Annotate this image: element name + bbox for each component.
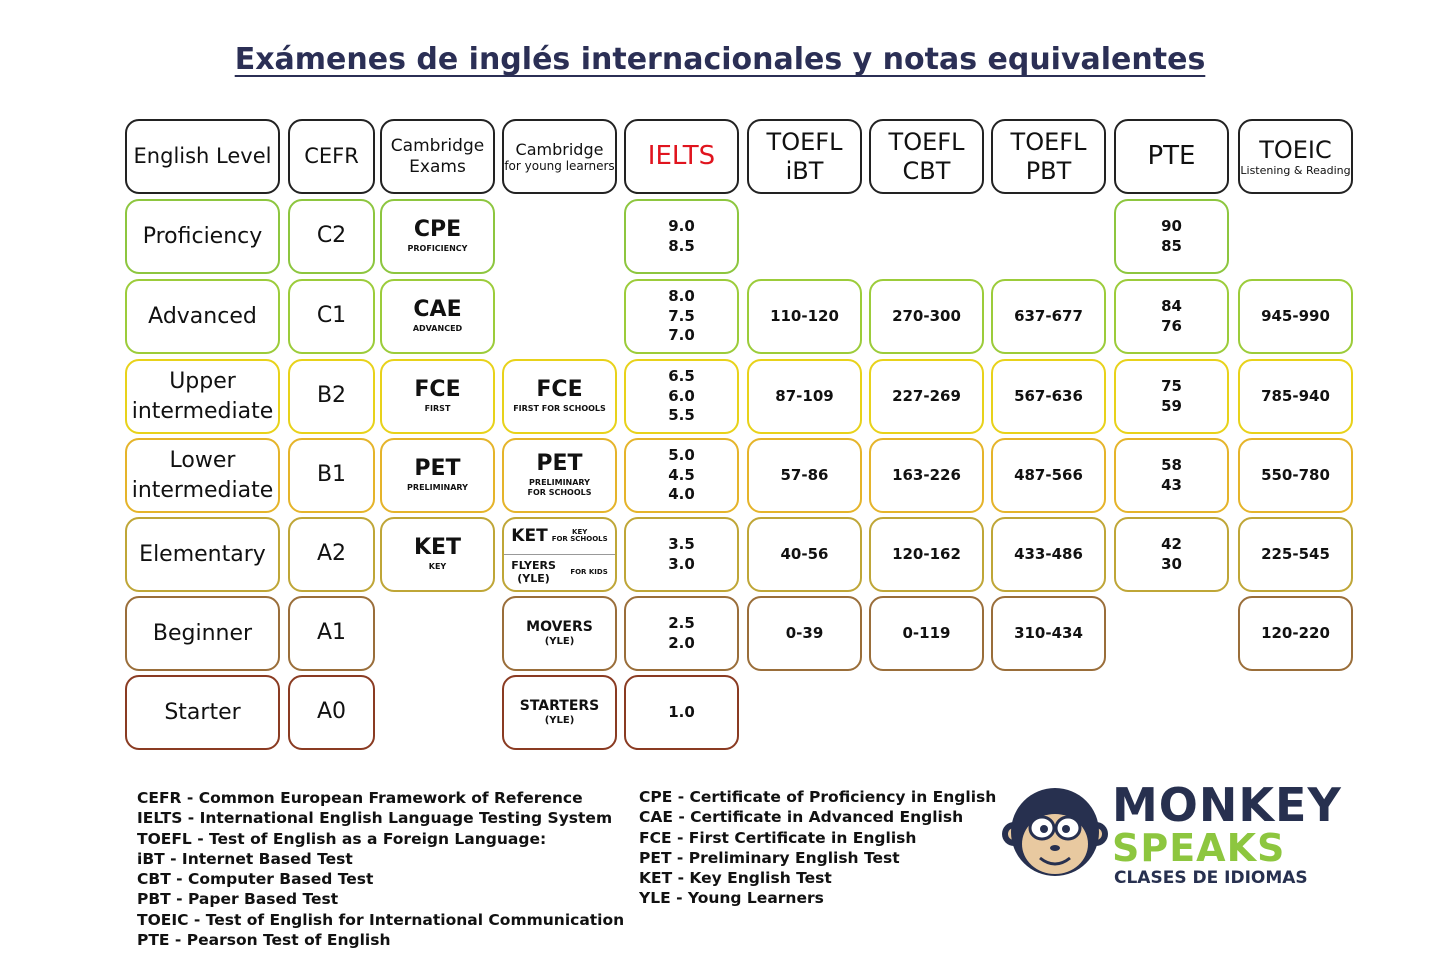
young-flyers bbox=[504, 555, 615, 591]
ielts-b2 bbox=[624, 359, 739, 434]
level-label: Beginner bbox=[152, 620, 253, 646]
toeic-c1 bbox=[1238, 279, 1353, 354]
score: 945-990 bbox=[1261, 306, 1330, 325]
legend-item: TOEIC - Test of English for International Communication bbox=[137, 910, 625, 929]
young-ket-schools bbox=[504, 519, 615, 555]
toefl-cbt-a1 bbox=[869, 596, 984, 671]
legend-right bbox=[639, 787, 996, 909]
exam-sublabel: PRELIMINARY bbox=[407, 483, 468, 493]
score: 163-226 bbox=[892, 465, 961, 484]
score: 6.5 bbox=[668, 367, 695, 386]
cefr-a1 bbox=[288, 596, 375, 671]
exam-label-line: FLYERS bbox=[511, 559, 556, 573]
legend-item: KET - Key English Test bbox=[639, 869, 832, 888]
score: 550-780 bbox=[1261, 465, 1330, 484]
exam-label bbox=[511, 559, 556, 585]
cefr-b2 bbox=[288, 359, 375, 434]
young-fce-schools bbox=[502, 359, 617, 434]
toefl-pbt-a2 bbox=[991, 517, 1106, 592]
score: 487-566 bbox=[1014, 465, 1083, 484]
score: 310-434 bbox=[1014, 623, 1083, 642]
exam-sublabel: FIRST FOR SCHOOLS bbox=[513, 404, 606, 414]
header-label: Cambridge bbox=[515, 139, 604, 159]
header-label: PTE bbox=[1147, 140, 1196, 171]
toefl-ibt-c1 bbox=[747, 279, 862, 354]
score: 0-39 bbox=[785, 623, 824, 642]
exam-label: CPE bbox=[413, 217, 462, 243]
score: 40-56 bbox=[780, 544, 829, 563]
cefr-label: C2 bbox=[316, 223, 347, 249]
ielts-c1 bbox=[624, 279, 739, 354]
score: 637-677 bbox=[1014, 306, 1083, 325]
toefl-ibt-a1 bbox=[747, 596, 862, 671]
score: 433-486 bbox=[1014, 544, 1083, 563]
header-english-level bbox=[125, 119, 280, 194]
header-pte bbox=[1114, 119, 1229, 194]
header-label: CBT bbox=[902, 156, 951, 185]
score: 84 bbox=[1161, 297, 1182, 315]
score: 2.5 bbox=[668, 614, 695, 632]
legend-item: YLE - Young Learners bbox=[639, 889, 824, 908]
header-label: TOEIC bbox=[1259, 135, 1332, 164]
legend-item: IELTS - International English Language Testing System bbox=[137, 809, 613, 828]
toefl-pbt-c1 bbox=[991, 279, 1106, 354]
header-label: Listening & Reading bbox=[1240, 164, 1351, 178]
exam-sublabel: (YLE) bbox=[544, 714, 575, 726]
level-label: intermediate bbox=[131, 398, 274, 424]
legend-item: CBT - Computer Based Test bbox=[137, 870, 374, 889]
level-elementary bbox=[125, 517, 280, 592]
legend-item: CPE - Certificate of Proficiency in English bbox=[639, 788, 997, 806]
level-label: Upper bbox=[169, 368, 236, 394]
exam-label: CAE bbox=[413, 297, 462, 323]
exam-label: KET bbox=[413, 535, 462, 561]
score: 567-636 bbox=[1014, 386, 1083, 405]
toefl-pbt-b2 bbox=[991, 359, 1106, 434]
score: 7.5 bbox=[668, 306, 695, 325]
score: 8.5 bbox=[668, 236, 695, 255]
exam-label: FCE bbox=[536, 377, 583, 403]
toeic-a1 bbox=[1238, 596, 1353, 671]
legend-left bbox=[137, 788, 624, 950]
score: 6.0 bbox=[668, 386, 695, 405]
legend-item: CEFR - Common European Framework of Reference bbox=[137, 789, 583, 807]
level-label: Proficiency bbox=[142, 223, 263, 249]
score: 225-545 bbox=[1261, 544, 1330, 563]
cefr-c2 bbox=[288, 199, 375, 274]
score: 5.5 bbox=[668, 406, 695, 425]
header-ielts bbox=[624, 119, 739, 194]
score: 120-162 bbox=[892, 544, 961, 563]
score: 785-940 bbox=[1261, 386, 1330, 405]
legend-item: FCE - First Certificate in English bbox=[639, 828, 917, 847]
young-starters bbox=[502, 675, 617, 750]
exam-label: KET bbox=[511, 525, 548, 546]
toefl-ibt-b2 bbox=[747, 359, 862, 434]
exam-label-line: (YLE) bbox=[517, 572, 550, 586]
toefl-cbt-a2 bbox=[869, 517, 984, 592]
legend-item: PET - Preliminary English Test bbox=[639, 848, 900, 867]
exam-sublabel: ADVANCED bbox=[412, 324, 463, 334]
level-lower-intermediate bbox=[125, 438, 280, 513]
toefl-cbt-b1 bbox=[869, 438, 984, 513]
level-label: Starter bbox=[164, 699, 241, 725]
score: 227-269 bbox=[892, 386, 961, 405]
cefr-b1 bbox=[288, 438, 375, 513]
exam-label: PET bbox=[414, 456, 461, 482]
cefr-label: B2 bbox=[316, 383, 347, 409]
header-label: Cambridge bbox=[390, 136, 485, 157]
pte-b2 bbox=[1114, 359, 1229, 434]
brand-tagline: CLASES DE IDIOMAS bbox=[1114, 868, 1308, 888]
exam-sublabel: FOR KIDS bbox=[570, 568, 608, 577]
level-advanced bbox=[125, 279, 280, 354]
exam-sublabel: (YLE) bbox=[544, 635, 575, 647]
score: 270-300 bbox=[892, 306, 961, 325]
exam-fce bbox=[380, 359, 495, 434]
score: 0-119 bbox=[902, 623, 951, 642]
toefl-cbt-b2 bbox=[869, 359, 984, 434]
cefr-c1 bbox=[288, 279, 375, 354]
header-toeic bbox=[1238, 119, 1353, 194]
score: 2.0 bbox=[668, 633, 695, 652]
level-label: Advanced bbox=[148, 303, 257, 329]
exam-label: FCE bbox=[414, 377, 461, 403]
pte-c2 bbox=[1114, 199, 1229, 274]
cefr-label: A1 bbox=[316, 620, 347, 646]
exam-label: MOVERS bbox=[526, 619, 593, 636]
monkey-icon bbox=[1000, 772, 1110, 892]
score: 85 bbox=[1161, 236, 1182, 255]
score: 1.0 bbox=[668, 702, 695, 721]
toefl-ibt-a2 bbox=[747, 517, 862, 592]
exam-sublabel-line: FOR SCHOOLS bbox=[551, 535, 608, 544]
brand-name-accent: SPEAKS bbox=[1112, 826, 1286, 870]
level-upper-intermediate bbox=[125, 359, 280, 434]
legend-item: TOEFL - Test of English as a Foreign Language: bbox=[137, 829, 547, 848]
header-label: CEFR bbox=[304, 143, 359, 168]
cefr-label: A2 bbox=[316, 541, 347, 567]
score: 7.0 bbox=[668, 326, 695, 345]
exam-ket bbox=[380, 517, 495, 592]
score: 9.0 bbox=[668, 217, 695, 235]
header-toefl-cbt bbox=[869, 119, 984, 194]
brand-name: MONKEY bbox=[1112, 778, 1342, 832]
toeic-a2 bbox=[1238, 517, 1353, 592]
exam-sublabel: KEY bbox=[428, 562, 447, 572]
score: 5.0 bbox=[668, 446, 695, 465]
toefl-ibt-b1 bbox=[747, 438, 862, 513]
exam-sublabel: FIRST bbox=[424, 404, 451, 414]
level-label: Elementary bbox=[139, 541, 266, 567]
header-cefr bbox=[288, 119, 375, 194]
legend-item: PTE - Pearson Test of English bbox=[137, 931, 391, 950]
score: 30 bbox=[1161, 554, 1182, 573]
ielts-a2 bbox=[624, 517, 739, 592]
header-label: IELTS bbox=[647, 140, 716, 171]
ielts-c2 bbox=[624, 199, 739, 274]
cefr-label: B1 bbox=[316, 462, 347, 488]
cefr-label: C1 bbox=[316, 303, 347, 329]
young-ket-flyers bbox=[502, 517, 617, 592]
header-cambridge-exams bbox=[380, 119, 495, 194]
young-movers bbox=[502, 596, 617, 671]
exam-label: STARTERS bbox=[519, 698, 600, 715]
score: 3.0 bbox=[668, 554, 695, 573]
exam-sublabel: PRELIMINARY bbox=[529, 478, 590, 488]
exam-sublabel: PROFICIENCY bbox=[407, 244, 468, 254]
header-label: TOEFL bbox=[1010, 127, 1087, 156]
header-label: TOEFL bbox=[766, 127, 843, 156]
pte-b1 bbox=[1114, 438, 1229, 513]
level-label: intermediate bbox=[131, 477, 274, 503]
header-cambridge-young bbox=[502, 119, 617, 194]
score: 76 bbox=[1161, 316, 1182, 335]
header-label: TOEFL bbox=[888, 127, 965, 156]
score: 4.0 bbox=[668, 485, 695, 504]
header-label: for young learners bbox=[504, 158, 615, 173]
header-label: iBT bbox=[785, 156, 824, 185]
level-starter bbox=[125, 675, 280, 750]
exam-sublabel-line: KEY bbox=[572, 527, 588, 536]
page-title: Exámenes de inglés internacionales y notas equivalentes bbox=[234, 42, 1206, 77]
header-label: PBT bbox=[1025, 156, 1072, 185]
header-label: Exams bbox=[409, 156, 466, 177]
score: 120-220 bbox=[1261, 623, 1330, 642]
score: 4.5 bbox=[668, 465, 695, 484]
exam-cpe bbox=[380, 199, 495, 274]
legend-item: iBT - Internet Based Test bbox=[137, 849, 353, 868]
pte-c1 bbox=[1114, 279, 1229, 354]
score: 87-109 bbox=[775, 386, 834, 405]
exam-sublabel bbox=[552, 529, 608, 544]
toefl-pbt-b1 bbox=[991, 438, 1106, 513]
ielts-b1 bbox=[624, 438, 739, 513]
toefl-pbt-a1 bbox=[991, 596, 1106, 671]
cefr-a0 bbox=[288, 675, 375, 750]
legend-item: CAE - Certificate in Advanced English bbox=[639, 808, 964, 827]
legend-item: PBT - Paper Based Test bbox=[137, 890, 339, 909]
ielts-a1 bbox=[624, 596, 739, 671]
exam-sublabel: FOR SCHOOLS bbox=[527, 488, 592, 497]
young-pet-schools bbox=[502, 438, 617, 513]
cefr-label: A0 bbox=[316, 699, 347, 725]
ielts-a0 bbox=[624, 675, 739, 750]
score: 42 bbox=[1161, 535, 1182, 553]
exam-cae bbox=[380, 279, 495, 354]
level-label: Lower bbox=[169, 447, 236, 473]
header-toefl-pbt bbox=[991, 119, 1106, 194]
level-beginner bbox=[125, 596, 280, 671]
exam-pet bbox=[380, 438, 495, 513]
score: 59 bbox=[1161, 396, 1182, 415]
score: 57-86 bbox=[780, 465, 829, 484]
toeic-b1 bbox=[1238, 438, 1353, 513]
level-proficiency bbox=[125, 199, 280, 274]
score: 43 bbox=[1161, 475, 1182, 494]
toeic-b2 bbox=[1238, 359, 1353, 434]
exam-label: PET bbox=[536, 451, 583, 477]
header-toefl-ibt bbox=[747, 119, 862, 194]
toefl-cbt-c1 bbox=[869, 279, 984, 354]
score: 90 bbox=[1161, 217, 1182, 235]
score: 58 bbox=[1161, 456, 1182, 474]
brand-logo bbox=[1000, 772, 1360, 892]
cefr-a2 bbox=[288, 517, 375, 592]
pte-a2 bbox=[1114, 517, 1229, 592]
score: 8.0 bbox=[668, 287, 695, 306]
score: 110-120 bbox=[770, 306, 839, 325]
header-label: English Level bbox=[133, 143, 272, 168]
score: 3.5 bbox=[668, 535, 695, 553]
score: 75 bbox=[1161, 377, 1182, 395]
